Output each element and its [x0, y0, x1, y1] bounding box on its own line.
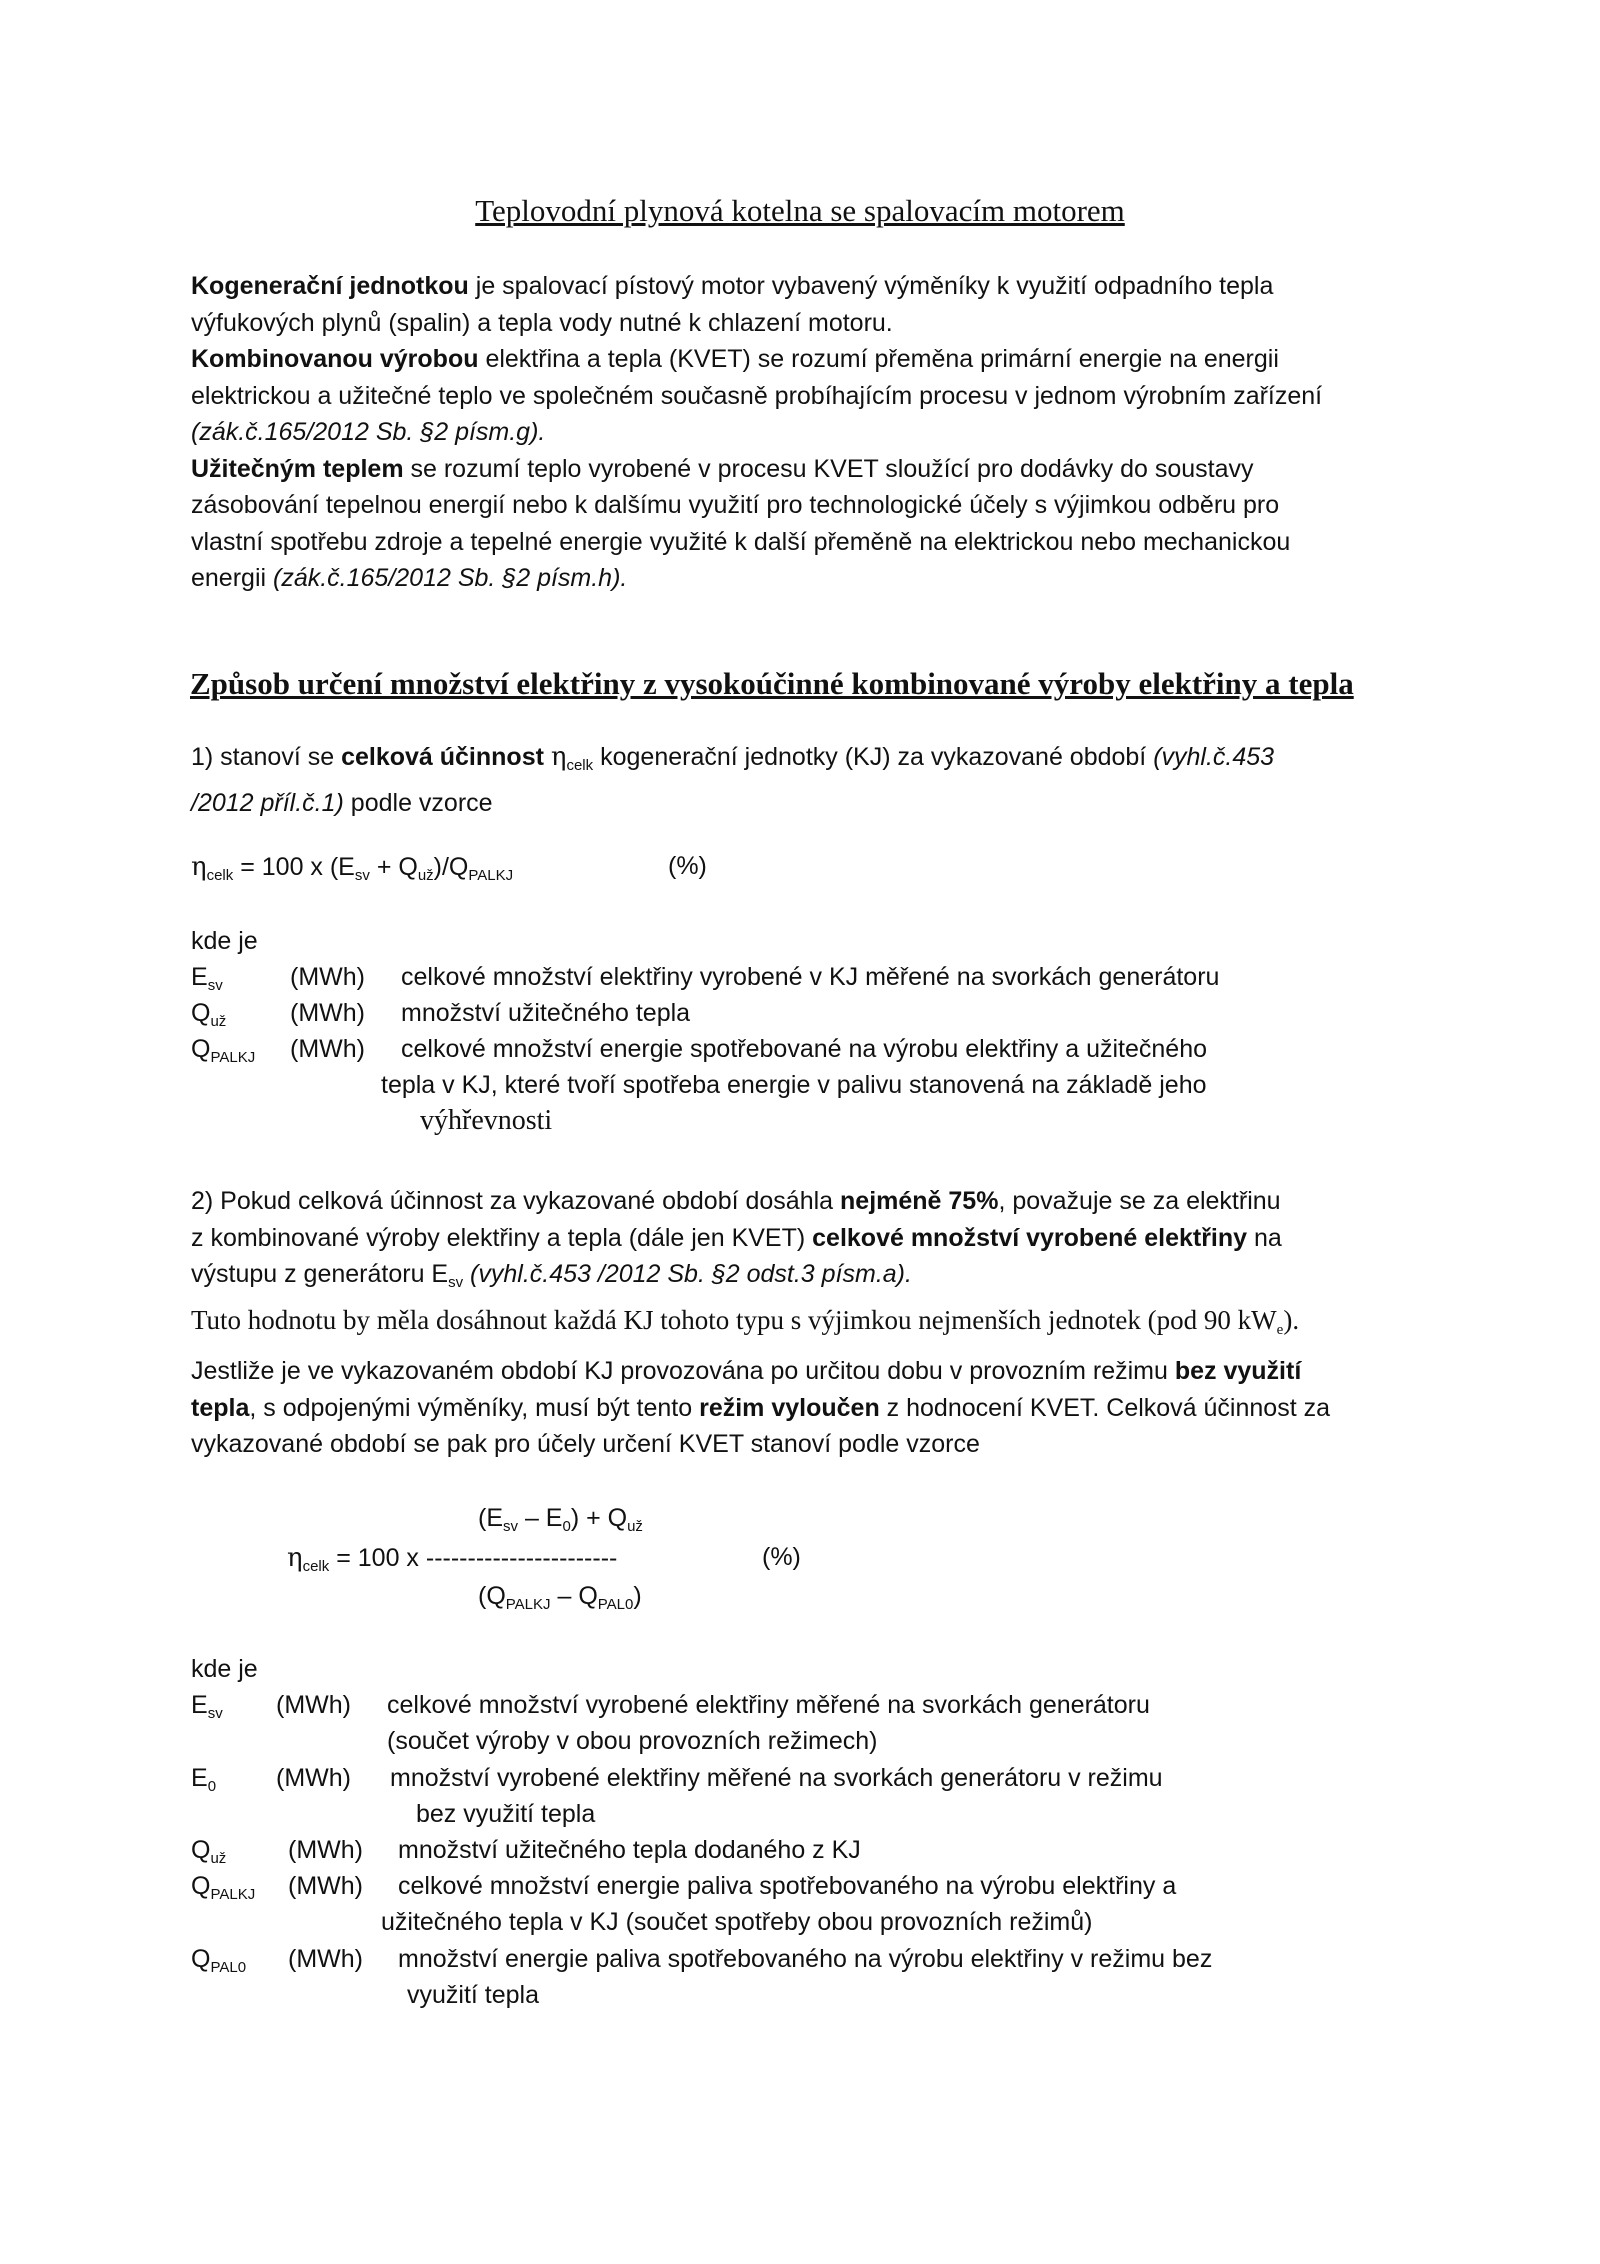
- def-symbol: [191, 1764, 216, 1795]
- formula-subscript: PALKJ: [468, 867, 514, 884]
- kde-je-label: kde je: [191, 927, 258, 955]
- term-celkove-mnozstvi: celkové množství vyrobené elektřiny: [812, 1223, 1248, 1252]
- step-text: na: [1247, 1223, 1282, 1252]
- formula-subscript: PALKJ: [505, 1596, 551, 1613]
- intro-line: [191, 560, 1421, 597]
- term-rezim-vyloucen: režim vyloučen: [699, 1393, 880, 1422]
- def-symbol: [191, 999, 226, 1030]
- step-3-paragraph: [191, 1353, 1421, 1463]
- step-2-line: [191, 1256, 1421, 1302]
- intro-line: výfukových plynů (spalin) a tepla vody nutné k chlazení motoru.: [191, 308, 893, 337]
- symbol-subscript: sv: [207, 977, 223, 994]
- symbol-subscript: PAL0: [210, 1959, 247, 1976]
- term-bez-vyuziti: bez využití: [1174, 1357, 1302, 1385]
- formula-text: ) + Q: [570, 1504, 628, 1532]
- def-unit: (MWh): [276, 1764, 351, 1792]
- fraction-bar: -----------------------: [425, 1544, 618, 1572]
- symbol-letter: Q: [191, 1035, 211, 1063]
- def-symbol: [191, 1836, 226, 1867]
- term-75-percent: nejméně 75%: [840, 1187, 999, 1215]
- step-text: z hodnocení KVET. Celková účinnost za: [879, 1393, 1330, 1422]
- symbol-letter: Q: [191, 1872, 211, 1900]
- term-kombinovana: Kombinovanou výrobou: [191, 345, 479, 373]
- formula-text: ): [633, 1582, 642, 1610]
- intro-line: [191, 451, 1421, 488]
- law-reference: (vyhl.č.453: [1153, 743, 1275, 771]
- formula-subscript: sv: [354, 867, 370, 884]
- intro-text: elektřina a tepla (KVET) se rozumí přeměna primární energie na energii: [478, 345, 1279, 373]
- document-title: Teplovodní plynová kotelna se spalovacím motorem: [475, 193, 1125, 228]
- formula-subscript: PAL0: [597, 1596, 634, 1613]
- formula-text: + Q: [369, 853, 418, 881]
- intro-line: [191, 414, 1421, 451]
- law-reference: /2012 příl.č.1): [191, 788, 344, 817]
- intro-line: vlastní spotřebu zdroje a tepelné energie využité k další přeměně na elektrickou nebo mechanickou: [191, 527, 1291, 556]
- def-continuation: užitečného tepla v KJ (součet spotřeby obou provozních režimů): [381, 1908, 1093, 1936]
- step-text: výstupu z generátoru E: [191, 1260, 449, 1288]
- formula-text: (E: [478, 1504, 503, 1532]
- def-symbol: [191, 1872, 255, 1903]
- def-continuation: bez využití tepla: [416, 1800, 596, 1828]
- symbol-subscript: PALKJ: [210, 1049, 256, 1066]
- formula-2-numerator: [478, 1504, 643, 1535]
- step-1-line: [191, 739, 1421, 785]
- definition-row: [0, 963, 1600, 999]
- definition-row: [0, 1836, 1600, 1872]
- step-2-line: [191, 1220, 1421, 1257]
- def-symbol: [191, 1691, 223, 1722]
- step-text: Tuto hodnotu by měla dosáhnout každá KJ tohoto typu s výjimkou nejmenších jednotek (pod 90 kW: [191, 1304, 1277, 1335]
- symbol-subscript: 0: [207, 1778, 217, 1795]
- eta-symbol: η: [191, 852, 207, 882]
- definition-row: [0, 1945, 1600, 1981]
- def-description: množství energie paliva spotřebovaného na výrobu elektřiny v režimu bez: [398, 1945, 1213, 1973]
- section-title: Způsob určení množství elektřiny z vysokoúčinné kombinované výroby elektřiny a tepla: [190, 666, 1354, 701]
- def-description: množství užitečného tepla dodaného z KJ: [398, 1836, 861, 1864]
- intro-text: energii: [191, 564, 273, 592]
- formula-subscript: 0: [562, 1518, 571, 1535]
- def-symbol: [191, 1945, 246, 1976]
- symbol-subscript: už: [210, 1013, 227, 1030]
- step-text: 2) Pokud celková účinnost za vykazované období dosáhla: [191, 1187, 841, 1215]
- formula-2-denominator: [478, 1582, 642, 1613]
- definition-row: [0, 1035, 1600, 1071]
- def-unit: (MWh): [288, 1836, 363, 1864]
- intro-line: [191, 341, 1421, 378]
- symbol-letter: Q: [191, 1836, 211, 1864]
- formula-2-unit: (%): [762, 1543, 801, 1571]
- def-description: celkové množství energie spotřebované na výrobu elektřiny a užitečného: [401, 1035, 1208, 1063]
- step-text: Jestliže je ve vykazovaném období KJ provozována po určitou dobu v provozním režimu: [191, 1357, 1175, 1385]
- eta-subscript: celk: [566, 757, 594, 774]
- symbol-letter: Q: [191, 1945, 211, 1973]
- symbol-letter: E: [191, 963, 208, 991]
- step-2-line: [191, 1302, 1421, 1349]
- symbol-subscript: PALKJ: [210, 1886, 256, 1903]
- formula-subscript: celk: [302, 1558, 330, 1575]
- eta-symbol: η: [550, 742, 567, 772]
- def-unit: (MWh): [276, 1691, 351, 1719]
- step-2-line: [191, 1183, 1421, 1220]
- formula-1-unit: (%): [668, 852, 707, 880]
- intro-line: zásobování tepelnou energií nebo k dalšímu využití pro technologické účely s výjimkou odběru pro: [191, 491, 1280, 519]
- step-text: , považuje se za elektřinu: [998, 1187, 1281, 1215]
- definition-row: [0, 1691, 1600, 1727]
- def-symbol: [191, 1035, 255, 1066]
- intro-line: elektrickou a užitečné teplo ve společném současně probíhajícím procesu v jednom výrobním zařízení: [191, 381, 1323, 410]
- symbol-subscript: e: [1276, 1321, 1284, 1338]
- symbol-subscript: už: [210, 1850, 227, 1867]
- kde-je-label: kde je: [191, 1655, 258, 1683]
- formula-text: (Q: [478, 1582, 506, 1610]
- step-text: z kombinované výroby elektřiny a tepla (dále jen KVET): [191, 1223, 813, 1252]
- def-continuation: výhřevnosti: [420, 1105, 553, 1136]
- def-description: množství užitečného tepla: [401, 999, 691, 1027]
- def-description: celkové množství elektřiny vyrobené v KJ měřené na svorkách generátoru: [401, 963, 1220, 991]
- def-description: celkové množství energie paliva spotřebovaného na výrobu elektřiny a: [398, 1872, 1177, 1900]
- formula-text: = 100 x (E: [233, 853, 355, 881]
- intro-text: je spalovací pístový motor vybavený výměníky k využití odpadního tepla: [468, 272, 1274, 300]
- def-unit: (MWh): [288, 1945, 363, 1973]
- def-continuation: tepla v KJ, které tvoří spotřeba energie v palivu stanovená na základě jeho: [381, 1071, 1207, 1099]
- formula-subscript: sv: [503, 1518, 518, 1535]
- def-unit: (MWh): [288, 1872, 363, 1900]
- step-1-line: [191, 785, 1421, 822]
- formula-subscript: už: [417, 867, 434, 884]
- intro-line: [191, 268, 1421, 305]
- step-2-paragraph: [191, 1183, 1421, 1348]
- definition-row: [0, 1764, 1600, 1800]
- symbol-letter: Q: [191, 999, 211, 1027]
- term-tepla: tepla: [191, 1393, 250, 1422]
- step-text: , s odpojenými výměníky, musí být tento: [249, 1393, 700, 1422]
- law-reference: (zák.č.165/2012 Sb. §2 písm.g).: [191, 418, 546, 446]
- formula-subscript: už: [627, 1518, 643, 1535]
- step-3-line: [191, 1390, 1421, 1427]
- step-text: 1) stanoví se: [191, 743, 342, 771]
- symbol-subscript: sv: [207, 1705, 223, 1722]
- term-celkova-ucinnost: celková účinnost: [341, 743, 544, 771]
- def-unit: (MWh): [290, 1035, 365, 1063]
- term-uzitecne-teplo: Užitečným teplem: [191, 454, 404, 483]
- formula-text: – Q: [550, 1582, 598, 1610]
- eta-symbol: η: [287, 1543, 303, 1573]
- formula-subscript: celk: [206, 867, 234, 884]
- symbol-letter: E: [191, 1764, 208, 1792]
- def-description: množství vyrobené elektřiny měřené na svorkách generátoru v režimu: [390, 1764, 1163, 1792]
- symbol-letter: E: [191, 1691, 208, 1719]
- step-3-line: vykazované období se pak pro účely určení KVET stanoví podle vzorce: [191, 1430, 980, 1458]
- intro-paragraphs: [191, 268, 1421, 597]
- term-kogeneracni: Kogenerační jednotkou: [191, 272, 469, 300]
- definition-row: [0, 1872, 1600, 1908]
- step-text: podle vzorce: [343, 788, 493, 817]
- symbol-subscript: sv: [448, 1274, 464, 1291]
- formula-text: = 100 x: [329, 1544, 426, 1572]
- intro-text: se rozumí teplo vyrobené v procesu KVET sloužící pro dodávky do soustavy: [403, 454, 1254, 483]
- def-continuation: využití tepla: [407, 1981, 540, 2009]
- law-reference: (vyhl.č.453 /2012 Sb. §2 odst.3 písm.a).: [463, 1260, 912, 1288]
- def-description: celkové množství vyrobené elektřiny měřené na svorkách generátoru: [387, 1691, 1150, 1719]
- step-text: ).: [1283, 1304, 1300, 1335]
- formula-2-main: [287, 1543, 617, 1575]
- formula-text: )/Q: [433, 853, 469, 881]
- def-symbol: [191, 963, 223, 994]
- law-reference: (zák.č.165/2012 Sb. §2 písm.h).: [273, 564, 628, 592]
- def-unit: (MWh): [290, 999, 365, 1027]
- def-unit: (MWh): [290, 963, 365, 991]
- definition-row: [0, 999, 1600, 1035]
- step-text: kogenerační jednotky (KJ) za vykazované období: [593, 743, 1154, 771]
- step-3-line: [191, 1353, 1421, 1390]
- def-continuation: (součet výroby v obou provozních režimech): [387, 1727, 878, 1755]
- formula-text: – E: [518, 1504, 563, 1532]
- formula-1: [191, 852, 513, 884]
- step-1-paragraph: [191, 739, 1421, 821]
